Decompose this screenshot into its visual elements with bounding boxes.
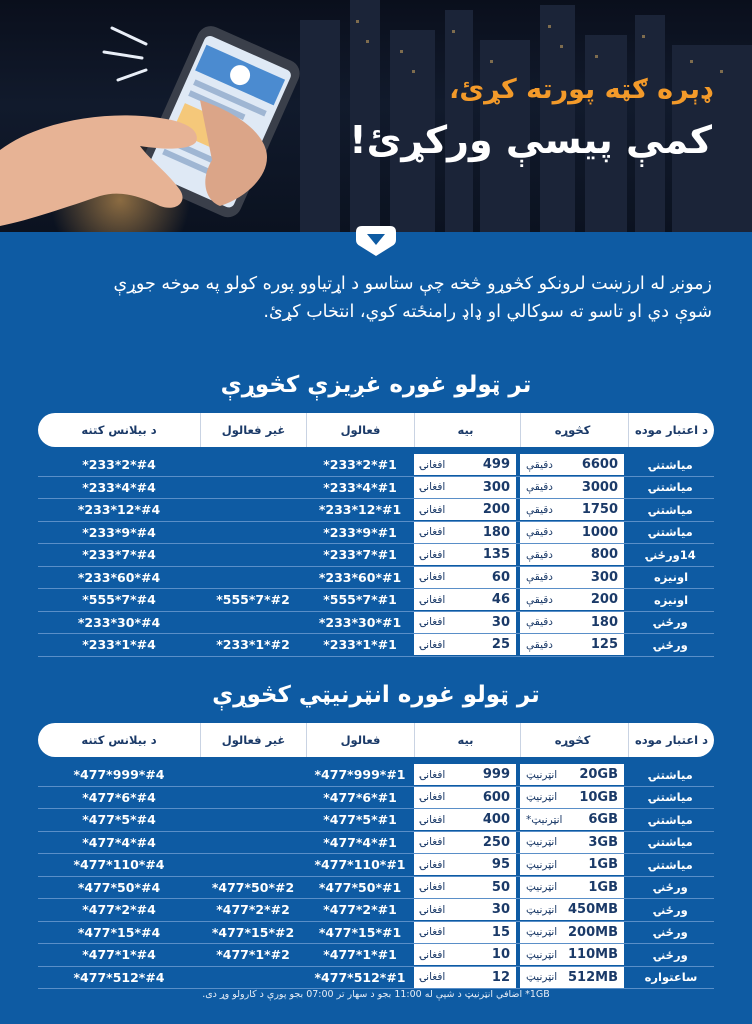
internet-table xyxy=(38,723,714,989)
package-amount: 200 xyxy=(590,592,618,608)
activate-code: #1*1*233* xyxy=(306,634,414,657)
price-box xyxy=(414,499,516,520)
activate-code: #1*2*477* xyxy=(306,899,414,922)
table-row xyxy=(38,787,714,810)
package-amount: 300 xyxy=(590,569,618,585)
price-cell xyxy=(414,499,520,522)
table-row xyxy=(38,967,714,990)
table-row xyxy=(38,499,714,522)
price-unit: افغانۍ xyxy=(420,571,446,584)
price-amount: 135 xyxy=(482,547,510,563)
package-box xyxy=(520,612,624,633)
package-amount: 6600 xyxy=(581,457,618,473)
period-cell: 14ورځنۍ xyxy=(628,544,714,567)
price-cell xyxy=(414,477,520,500)
package-box xyxy=(520,567,624,588)
period-cell: اونیزه xyxy=(628,567,714,590)
package-amount: 3000 xyxy=(581,479,618,495)
balance-code: #4*50*477* xyxy=(38,877,200,900)
price-unit: افغانۍ xyxy=(420,903,446,916)
balance-code: #4*2*477* xyxy=(38,899,200,922)
package-cell xyxy=(520,634,628,657)
period-cell: میاشتنۍ xyxy=(628,477,714,500)
activate-code: #1*7*555* xyxy=(306,589,414,612)
balance-code: #4*2*233* xyxy=(38,454,200,477)
activate-code: #1*4*477* xyxy=(306,832,414,855)
deactivate-code xyxy=(200,612,306,635)
package-unit: دقیقې xyxy=(526,638,553,651)
package-cell xyxy=(520,877,628,900)
deactivate-code xyxy=(200,854,306,877)
balance-code: #4*15*477* xyxy=(38,922,200,945)
voice-table-body xyxy=(38,454,714,657)
price-amount: 200 xyxy=(482,502,510,518)
package-unit: انټرنیټ* xyxy=(526,813,563,826)
table-row xyxy=(38,612,714,635)
internet-table-header xyxy=(38,723,714,757)
price-box xyxy=(414,809,516,830)
package-amount: 1750 xyxy=(581,502,618,518)
deactivate-code: #2*50*477* xyxy=(200,877,306,900)
package-amount: 6GB xyxy=(588,812,618,828)
package-cell xyxy=(520,589,628,612)
package-box xyxy=(520,787,624,808)
balance-code: #4*7*233* xyxy=(38,544,200,567)
price-cell xyxy=(414,612,520,635)
package-cell xyxy=(520,764,628,787)
package-cell xyxy=(520,899,628,922)
header-period: د اعتبار موده xyxy=(628,413,714,447)
deactivate-code xyxy=(200,499,306,522)
table-row xyxy=(38,634,714,657)
table-row xyxy=(38,567,714,590)
period-cell: ورځنۍ xyxy=(628,922,714,945)
table-row xyxy=(38,809,714,832)
deactivate-code xyxy=(200,787,306,810)
price-box xyxy=(414,477,516,498)
balance-code: #4*1*233* xyxy=(38,634,200,657)
package-unit: دقیقې xyxy=(526,548,553,561)
price-box xyxy=(414,899,516,920)
package-box xyxy=(520,454,624,475)
activate-code: #1*12*233* xyxy=(306,499,414,522)
price-unit: افغانۍ xyxy=(420,458,446,471)
package-unit: دقیقې xyxy=(526,526,553,539)
price-amount: 25 xyxy=(491,637,510,653)
intro-line-1: زمونږ له ارزښت لرونکو کڅوړو څخه چې ستاسو د اړتیاوو پوره کولو په موخه جوړې xyxy=(113,274,712,294)
period-cell: میاشتنۍ xyxy=(628,809,714,832)
price-box xyxy=(414,832,516,853)
package-unit: دقیقې xyxy=(526,571,553,584)
package-cell xyxy=(520,809,628,832)
table-row xyxy=(38,544,714,567)
balance-code: #4*4*233* xyxy=(38,477,200,500)
price-cell xyxy=(414,787,520,810)
package-unit: انټرنیټ xyxy=(526,903,558,916)
balance-code: #4*5*477* xyxy=(38,809,200,832)
package-amount: 110MB xyxy=(568,947,618,963)
activate-code: #1*9*233* xyxy=(306,522,414,545)
activate-code: #1*50*477* xyxy=(306,877,414,900)
deactivate-code: #2*2*477* xyxy=(200,899,306,922)
package-amount: 1GB xyxy=(588,879,618,895)
package-amount: 1000 xyxy=(581,524,618,540)
package-unit: انټرنیټ xyxy=(526,858,558,871)
voice-table-header xyxy=(38,413,714,447)
deactivate-code xyxy=(200,764,306,787)
package-unit: دقیقې xyxy=(526,503,553,516)
price-unit: افغانۍ xyxy=(420,503,446,516)
activate-code: #1*4*233* xyxy=(306,477,414,500)
package-box xyxy=(520,899,624,920)
header-deactivate: غیر فعالول xyxy=(200,723,306,757)
header-activate: فعالول xyxy=(306,723,414,757)
price-amount: 60 xyxy=(491,569,510,585)
price-cell xyxy=(414,589,520,612)
period-cell: ورځنۍ xyxy=(628,899,714,922)
price-amount: 300 xyxy=(482,479,510,495)
balance-code: #4*6*477* xyxy=(38,787,200,810)
package-unit: انټرنیټ xyxy=(526,971,558,984)
table-row xyxy=(38,522,714,545)
activate-code: #1*5*477* xyxy=(306,809,414,832)
balance-code: #4*9*233* xyxy=(38,522,200,545)
price-amount: 10 xyxy=(491,947,510,963)
deactivate-code xyxy=(200,809,306,832)
deactivate-code xyxy=(200,544,306,567)
balance-code: #4*1*477* xyxy=(38,944,200,967)
package-unit: دقیقې xyxy=(526,616,553,629)
package-box xyxy=(520,589,624,610)
activate-code: #1*2*233* xyxy=(306,454,414,477)
package-cell xyxy=(520,544,628,567)
price-unit: افغانۍ xyxy=(420,481,446,494)
package-cell xyxy=(520,567,628,590)
deactivate-code xyxy=(200,567,306,590)
package-cell xyxy=(520,832,628,855)
package-unit: دقیقې xyxy=(526,593,553,606)
package-box xyxy=(520,922,624,943)
period-cell: میاشتنۍ xyxy=(628,499,714,522)
package-cell xyxy=(520,967,628,990)
deactivate-code xyxy=(200,967,306,990)
activate-code: #1*30*233* xyxy=(306,612,414,635)
activate-code: #1*15*477* xyxy=(306,922,414,945)
hero-headline-2: کمې پیسې ورکړئ! xyxy=(349,118,712,162)
package-amount: 200MB xyxy=(568,924,618,940)
footnote: 1GB* اضافي انټرنیټ د شپې له 11:00 بجو د سهار تر 07:00 بجو پورې د کارولو وړ دی. xyxy=(202,989,550,1000)
table-row xyxy=(38,454,714,477)
balance-code: #4*999*477* xyxy=(38,764,200,787)
price-amount: 95 xyxy=(491,857,510,873)
table-row xyxy=(38,832,714,855)
deactivate-code: #2*1*233* xyxy=(200,634,306,657)
table-row xyxy=(38,899,714,922)
voice-table xyxy=(38,413,714,657)
price-box xyxy=(414,567,516,588)
price-unit: افغانۍ xyxy=(420,616,446,629)
header-price: بیه xyxy=(414,413,520,447)
balance-code: #4*7*555* xyxy=(38,589,200,612)
header-price: بیه xyxy=(414,723,520,757)
intro-line-2: شوې دي او تاسو ته سوکالي او ډاډ رامنځته کوي، انتخاب کړئ. xyxy=(263,302,712,322)
period-cell: ورځنۍ xyxy=(628,877,714,900)
deactivate-code: #2*15*477* xyxy=(200,922,306,945)
package-box xyxy=(520,764,624,785)
price-unit: افغانۍ xyxy=(420,836,446,849)
activate-code: #1*999*477* xyxy=(306,764,414,787)
deactivate-code xyxy=(200,454,306,477)
price-box xyxy=(414,612,516,633)
package-unit: دقیقې xyxy=(526,458,553,471)
price-box xyxy=(414,854,516,875)
price-unit: افغانۍ xyxy=(420,971,446,984)
price-box xyxy=(414,967,516,988)
price-amount: 12 xyxy=(491,969,510,985)
price-amount: 46 xyxy=(491,592,510,608)
price-amount: 600 xyxy=(482,789,510,805)
package-cell xyxy=(520,922,628,945)
price-cell xyxy=(414,832,520,855)
package-cell xyxy=(520,499,628,522)
balance-code: #4*12*233* xyxy=(38,499,200,522)
balance-code: #4*512*477* xyxy=(38,967,200,990)
price-amount: 50 xyxy=(491,879,510,895)
table-row xyxy=(38,854,714,877)
package-box xyxy=(520,522,624,543)
deactivate-code xyxy=(200,477,306,500)
activate-code: #1*512*477* xyxy=(306,967,414,990)
package-cell xyxy=(520,854,628,877)
city-phone-illustration xyxy=(0,0,752,232)
package-box xyxy=(520,832,624,853)
package-amount: 125 xyxy=(590,637,618,653)
package-amount: 20GB xyxy=(579,767,618,783)
activate-code: #1*6*477* xyxy=(306,787,414,810)
price-unit: افغانۍ xyxy=(420,926,446,939)
deactivate-code: #2*1*477* xyxy=(200,944,306,967)
package-cell xyxy=(520,944,628,967)
package-unit: انټرنیټ xyxy=(526,948,558,961)
header-activate: فعالول xyxy=(306,413,414,447)
price-amount: 30 xyxy=(491,902,510,918)
price-box xyxy=(414,544,516,565)
price-cell xyxy=(414,454,520,477)
package-box xyxy=(520,544,624,565)
price-unit: افغانۍ xyxy=(420,548,446,561)
price-box xyxy=(414,944,516,965)
table-row xyxy=(38,764,714,787)
package-box xyxy=(520,877,624,898)
price-box xyxy=(414,522,516,543)
price-cell xyxy=(414,567,520,590)
price-unit: افغانۍ xyxy=(420,526,446,539)
voice-section-title: تر ټولو غوره غږیزې کڅوړې xyxy=(220,372,532,398)
package-unit: انټرنیټ xyxy=(526,768,558,781)
package-unit: انټرنیټ xyxy=(526,791,558,804)
period-cell: ساعتواره xyxy=(628,967,714,990)
price-amount: 999 xyxy=(482,767,510,783)
table-row xyxy=(38,922,714,945)
balance-code: #4*4*477* xyxy=(38,832,200,855)
price-amount: 499 xyxy=(482,457,510,473)
price-box xyxy=(414,877,516,898)
price-amount: 250 xyxy=(482,834,510,850)
table-row xyxy=(38,944,714,967)
price-cell xyxy=(414,522,520,545)
intro-paragraph xyxy=(40,270,712,326)
price-box xyxy=(414,589,516,610)
price-cell xyxy=(414,764,520,787)
package-unit: انټرنیټ xyxy=(526,926,558,939)
period-cell: ورځنۍ xyxy=(628,612,714,635)
package-box xyxy=(520,499,624,520)
price-unit: افغانۍ xyxy=(420,768,446,781)
price-unit: افغانۍ xyxy=(420,638,446,651)
price-amount: 180 xyxy=(482,524,510,540)
internet-table-body xyxy=(38,764,714,989)
package-amount: 512MB xyxy=(568,969,618,985)
price-box xyxy=(414,634,516,655)
period-cell: ورځنۍ xyxy=(628,944,714,967)
package-box xyxy=(520,809,624,830)
header-deactivate: غیر فعالول xyxy=(200,413,306,447)
price-unit: افغانۍ xyxy=(420,593,446,606)
internet-section-title: تر ټولو غوره انټرنیټي کڅوړې xyxy=(212,682,540,708)
package-cell xyxy=(520,477,628,500)
balance-code: #4*60*233* xyxy=(38,567,200,590)
down-arrow-icon xyxy=(356,226,396,256)
deactivate-code xyxy=(200,522,306,545)
period-cell: میاشتنۍ xyxy=(628,832,714,855)
price-amount: 15 xyxy=(491,924,510,940)
price-unit: افغانۍ xyxy=(420,948,446,961)
price-box xyxy=(414,764,516,785)
price-cell xyxy=(414,854,520,877)
price-unit: افغانۍ xyxy=(420,791,446,804)
activate-code: #1*60*233* xyxy=(306,567,414,590)
price-cell xyxy=(414,899,520,922)
package-unit: انټرنیټ xyxy=(526,881,558,894)
period-cell: میاشتنۍ xyxy=(628,522,714,545)
price-unit: افغانۍ xyxy=(420,881,446,894)
header-package: کڅوړه xyxy=(520,723,628,757)
balance-code: #4*110*477* xyxy=(38,854,200,877)
activate-code: #1*110*477* xyxy=(306,854,414,877)
package-amount: 180 xyxy=(590,614,618,630)
package-amount: 3GB xyxy=(588,834,618,850)
package-unit: دقیقې xyxy=(526,481,553,494)
activate-code: #1*7*233* xyxy=(306,544,414,567)
period-cell: اونیزه xyxy=(628,589,714,612)
activate-code: #1*1*477* xyxy=(306,944,414,967)
period-cell: میاشتنۍ xyxy=(628,454,714,477)
header-period: د اعتبار موده xyxy=(628,723,714,757)
header-balance: د بیلانس کتنه xyxy=(81,733,157,747)
header-package: کڅوړه xyxy=(520,413,628,447)
price-box xyxy=(414,922,516,943)
price-amount: 30 xyxy=(491,614,510,630)
package-amount: 800 xyxy=(590,547,618,563)
period-cell: میاشتنۍ xyxy=(628,787,714,810)
hero-banner xyxy=(0,0,752,232)
price-cell xyxy=(414,809,520,832)
table-row xyxy=(38,477,714,500)
price-cell xyxy=(414,922,520,945)
package-box xyxy=(520,477,624,498)
package-cell xyxy=(520,454,628,477)
period-cell: میاشتنۍ xyxy=(628,764,714,787)
package-amount: 450MB xyxy=(568,902,618,918)
table-row xyxy=(38,877,714,900)
package-box xyxy=(520,634,624,655)
package-cell xyxy=(520,612,628,635)
package-box xyxy=(520,967,624,988)
package-unit: انټرنیټ xyxy=(526,836,558,849)
price-unit: افغانۍ xyxy=(420,813,446,826)
table-row xyxy=(38,589,714,612)
header-balance: د بیلانس کتنه xyxy=(81,423,157,437)
price-amount: 400 xyxy=(482,812,510,828)
period-cell: ورځنۍ xyxy=(628,634,714,657)
price-cell xyxy=(414,544,520,567)
price-box xyxy=(414,454,516,475)
package-amount: 10GB xyxy=(579,789,618,805)
price-unit: افغانۍ xyxy=(420,858,446,871)
period-cell: میاشتنۍ xyxy=(628,854,714,877)
balance-code: #4*30*233* xyxy=(38,612,200,635)
package-box xyxy=(520,944,624,965)
price-cell xyxy=(414,944,520,967)
price-cell xyxy=(414,967,520,990)
hero-headline-1: ډېره ګټه پورته کړئ، xyxy=(449,74,712,105)
package-cell xyxy=(520,787,628,810)
price-cell xyxy=(414,634,520,657)
package-amount: 1GB xyxy=(588,857,618,873)
deactivate-code xyxy=(200,832,306,855)
package-cell xyxy=(520,522,628,545)
package-box xyxy=(520,854,624,875)
price-box xyxy=(414,787,516,808)
price-cell xyxy=(414,877,520,900)
deactivate-code: #2*7*555* xyxy=(200,589,306,612)
